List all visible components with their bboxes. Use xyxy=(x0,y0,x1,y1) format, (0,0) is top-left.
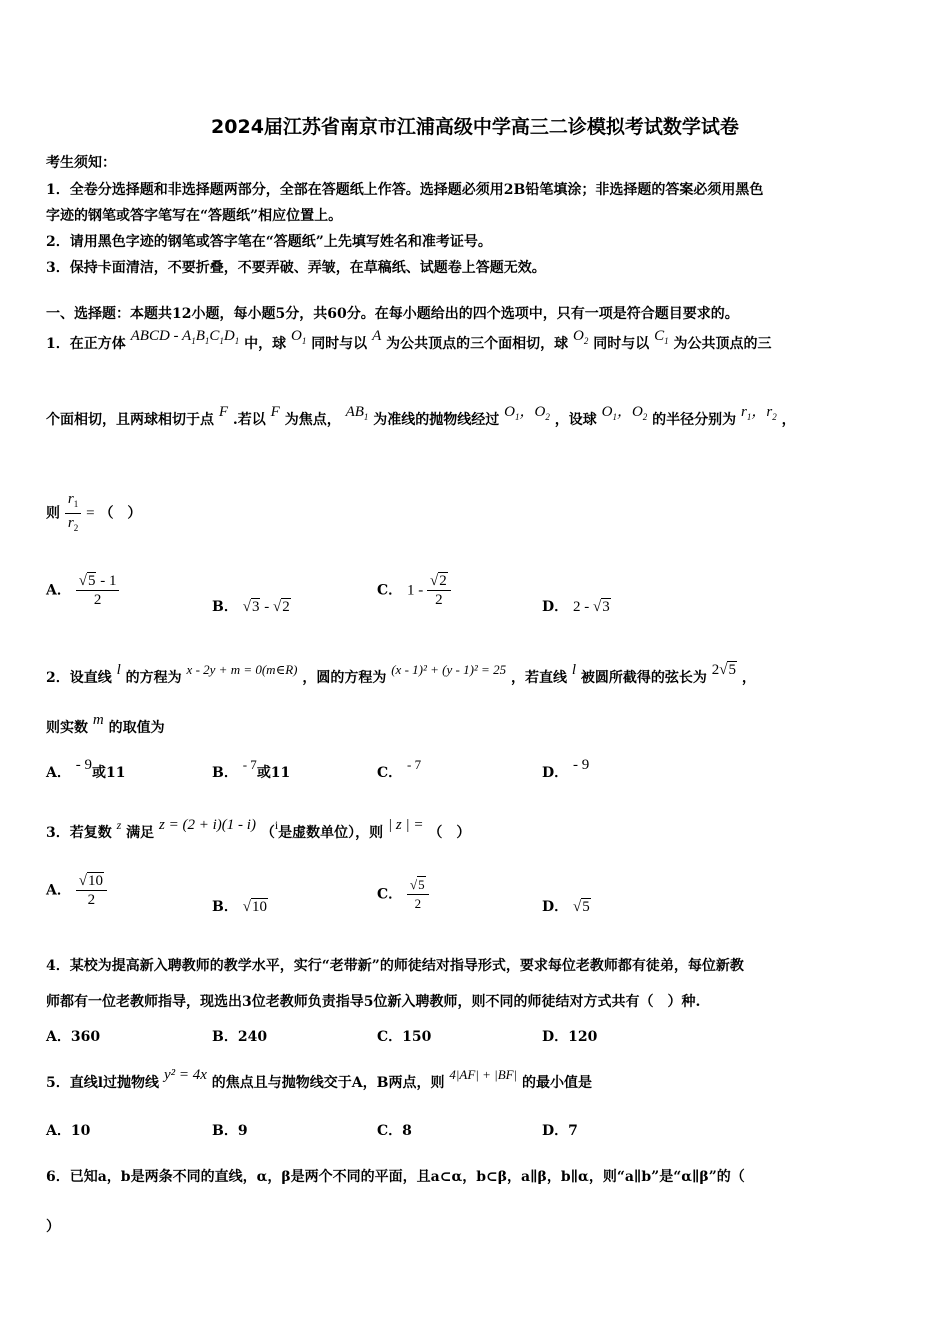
ratio-fraction: $\frac{r_1}{r_2}$ xyxy=(65,490,81,537)
q3-option-c[interactable]: C． $\frac{√5}{2}$ xyxy=(377,876,429,913)
question-3-line1: 3．若复数 z 满足 z = (2 + i)(1 - i) （i是虚数单位），则 | z | = （ ） xyxy=(46,817,471,841)
notice-item: 1．全卷分选择题和非选择题两部分，全部在答题纸上作答。选择题必须用2B铅笔填涂；非选择题的答案必须用黑色 xyxy=(46,182,764,198)
q1-option-c[interactable]: C． 1 - $\frac{√2}{2}$ xyxy=(377,572,451,609)
q4-option-b[interactable]: B．240 xyxy=(212,1029,268,1045)
question-6-line2: ） xyxy=(46,1219,60,1235)
q5-option-c[interactable]: C．8 xyxy=(377,1123,412,1139)
q1-option-d[interactable]: D． 2 - √3 xyxy=(542,599,610,615)
q4-option-a[interactable]: A．360 xyxy=(46,1029,101,1045)
q2-option-a[interactable]: A． - 9或11 xyxy=(46,757,126,781)
q5-option-d[interactable]: D．7 xyxy=(542,1123,578,1139)
cube-label: ABCD - $A_1B_1C_1D_1$ xyxy=(130,328,240,346)
q5-option-b[interactable]: B．9 xyxy=(212,1123,248,1139)
q3-option-a[interactable]: A． $\frac{√10}{2}$ xyxy=(46,872,107,909)
section-heading: 一、选择题：本题共12小题，每小题5分，共60分。在每小题给出的四个选项中，只有一项是符合题目要求的。 xyxy=(46,306,739,322)
q1-option-a[interactable]: A． $\frac{√5 - 1}{2}$ xyxy=(46,572,119,609)
question-6-line1: 6．已知a，b是两条不同的直线，α，β是两个不同的平面，且a⊂α，b⊂β，a∥β，b∥α，则“a∥b”是“α∥β”的（ xyxy=(46,1169,745,1185)
q4-option-c[interactable]: C．150 xyxy=(377,1029,432,1045)
q2-option-b[interactable]: B． - 7或11 xyxy=(212,757,291,781)
notice-heading: 考生须知： xyxy=(46,155,116,171)
question-1-line1: 1．在正方体 ABCD - $A_1B_1C_1D_1$ 中，球 $O_1$ 同时与以 A 为公共顶点的三个面相切，球 $O_2$ 同时与以 $C_1$ 为公共顶点的三 xyxy=(46,328,772,352)
notice-item: 字迹的钢笔或答字笔写在“答题纸”相应位置上。 xyxy=(46,208,343,224)
notice-item: 3．保持卡面清洁，不要折叠，不要弄破、弄皱，在草稿纸、试题卷上答题无效。 xyxy=(46,260,546,276)
question-2-line1: 2．设直线 l 的方程为 x - 2y + m = 0(m∈R) ，圆的方程为 (x - 1)² + (y - 1)² = 25 ，若直线 l 被圆所截得的弦长为 2√5 ， xyxy=(46,662,756,686)
q3-option-d[interactable]: D． √5 xyxy=(542,899,590,915)
q4-option-d[interactable]: D．120 xyxy=(542,1029,598,1045)
question-1-line2: 个面相切，且两球相切于点 F .若以 F 为焦点， $AB_1$ 为准线的抛物线经过 $O_1$，$O_2$ ，设球 $O_1$，$O_2$ 的半径分别为 $r_1$，$r_2$ ， xyxy=(46,404,796,428)
question-4-line2: 师都有一位老教师指导，现选出3位老教师负责指导5位新入聘教师，则不同的师徒结对方式共有（ ）种. xyxy=(46,994,701,1010)
notice-item: 2．请用黑色字迹的钢笔或答字笔在“答题纸”上先填写姓名和准考证号。 xyxy=(46,234,492,250)
question-1-line3: 则 $\frac{r_1}{r_2}$ = （ ） xyxy=(46,490,141,537)
q2-option-d[interactable]: D． - 9 xyxy=(542,757,590,781)
q1-option-b[interactable]: B． √3 - √2 xyxy=(212,599,290,615)
q3-option-b[interactable]: B． √10 xyxy=(212,899,267,915)
page-title: 2024届江苏省南京市江浦高级中学高三二诊模拟考试数学试卷 xyxy=(211,116,739,138)
q2-option-c[interactable]: C． - 7 xyxy=(377,757,422,781)
question-5-line1: 5．直线l过抛物线 y² = 4x 的焦点且与抛物线交于A，B两点，则 4|AF| + |BF| 的最小值是 xyxy=(46,1067,593,1091)
question-4-line1: 4．某校为提高新入聘教师的教学水平，实行“老带新”的师徒结对指导形式，要求每位老教师都有徒弟，每位新教 xyxy=(46,958,744,974)
question-2-line2: 则实数 m 的取值为 xyxy=(46,712,165,736)
q5-option-a[interactable]: A．10 xyxy=(46,1123,91,1139)
